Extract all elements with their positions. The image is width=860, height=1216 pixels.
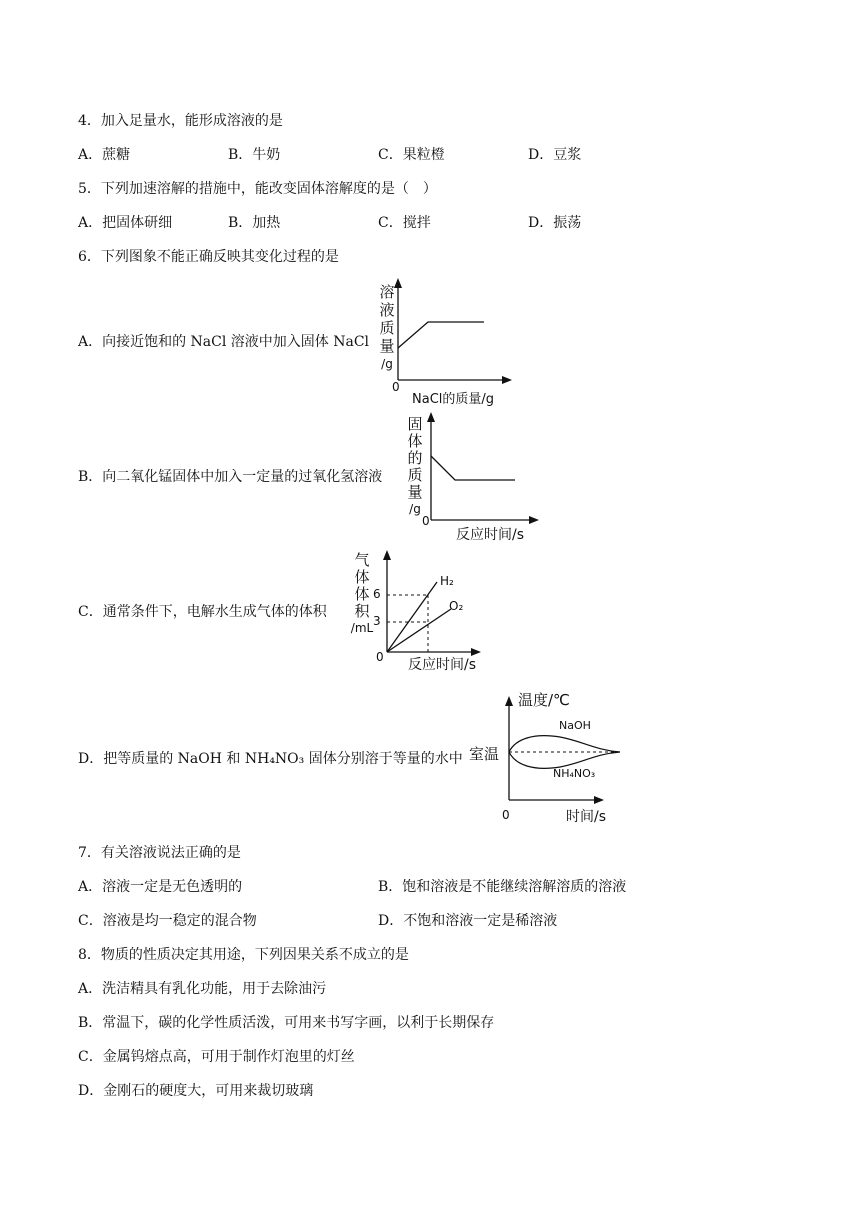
q4-option-b: B．牛奶 bbox=[228, 147, 281, 163]
graph-c-tick-3: 3 bbox=[373, 614, 381, 628]
question-5-stem: 5．下列加速溶解的措施中，能改变固体溶解度的是（ ） bbox=[78, 181, 437, 197]
q6-option-b: B．向二氧化锰固体中加入一定量的过氧化氢溶液 bbox=[78, 469, 383, 485]
graph-a-x-label: NaCl的质量/g bbox=[412, 392, 495, 407]
graph-b-y-char: /g bbox=[409, 502, 421, 516]
q7-option-d: D．不饱和溶液一定是稀溶液 bbox=[378, 913, 558, 929]
q5-option-d: D．振荡 bbox=[528, 215, 582, 231]
q6-option-c: C．通常条件下，电解水生成气体的体积 bbox=[78, 604, 327, 620]
graph-c-y-char: 体 bbox=[354, 568, 370, 586]
graph-b-origin: 0 bbox=[422, 514, 430, 528]
graph-b-y-char: 量 bbox=[407, 483, 423, 501]
graph-b-y-char: 固 bbox=[407, 415, 423, 433]
q8-option-b: B．常温下，碳的化学性质活泼，可用来书写字画，以利于长期保存 bbox=[78, 1015, 495, 1031]
q4-option-c: C．果粒橙 bbox=[378, 147, 445, 163]
question-6-stem: 6．下列图象不能正确反映其变化过程的是 bbox=[78, 249, 339, 265]
graph-d-room-temp-label: 室温 bbox=[469, 745, 500, 763]
q5-option-c: C．搅拌 bbox=[378, 215, 431, 231]
question-8-stem: 8．物质的性质决定其用途，下列因果关系不成立的是 bbox=[78, 947, 409, 963]
graph-b-y-char: 的 bbox=[407, 449, 423, 467]
q7-option-c: C．溶液是均一稳定的混合物 bbox=[78, 913, 257, 929]
graph-c-y-char: /mL bbox=[350, 621, 374, 635]
graph-d-naoh-label: NaOH bbox=[559, 719, 591, 732]
graph-c-y-char: 积 bbox=[354, 602, 370, 620]
graph-a-y-char: 质 bbox=[379, 319, 395, 337]
graph-d-naoh-curve bbox=[509, 736, 620, 752]
graph-a-origin: 0 bbox=[392, 380, 400, 394]
q8-option-d: D．金刚石的硬度大，可用来裁切玻璃 bbox=[78, 1083, 314, 1099]
graph-a-y-char: 量 bbox=[379, 337, 395, 355]
question-7-stem: 7．有关溶液说法正确的是 bbox=[78, 845, 241, 861]
graph-c-h2-label: H₂ bbox=[440, 574, 454, 588]
graph-c-y-char: 气 bbox=[354, 551, 370, 569]
graph-d-x-arrow bbox=[594, 796, 604, 804]
graph-d-y-arrow bbox=[505, 696, 513, 706]
graph-c-x-label: 反应时间/s bbox=[408, 657, 477, 673]
q6-option-a: A．向接近饱和的 NaCl 溶液中加入固体 NaCl bbox=[78, 334, 370, 350]
graph-b-y-char: 质 bbox=[407, 466, 423, 484]
graph-a-y-char: 溶 bbox=[379, 283, 395, 301]
graph-b-y-char: 体 bbox=[407, 432, 423, 450]
graph-c-origin: 0 bbox=[376, 650, 384, 664]
q8-option-a: A．洗洁精具有乳化功能，用于去除油污 bbox=[78, 981, 327, 997]
q7-option-a: A．溶液一定是无色透明的 bbox=[78, 879, 243, 895]
graph-d-origin: 0 bbox=[502, 808, 510, 822]
q6-option-d: D．把等质量的 NaOH 和 NH₄NO₃ 固体分别溶于等量的水中 bbox=[78, 751, 463, 767]
graph-c-tick-6: 6 bbox=[373, 587, 381, 601]
graph-a-y-char: 液 bbox=[379, 301, 395, 319]
q4-option-d: D．豆浆 bbox=[528, 147, 582, 163]
graph-b-x-label: 反应时间/s bbox=[456, 527, 525, 543]
q4-option-a: A．蔗糖 bbox=[78, 147, 131, 163]
graph-a-y-char: /g bbox=[381, 357, 393, 371]
graph-d-nh4no3-label: NH₄NO₃ bbox=[553, 767, 596, 780]
question-4-stem: 4．加入足量水，能形成溶液的是 bbox=[78, 113, 283, 129]
q8-option-c: C．金属钨熔点高，可用于制作灯泡里的灯丝 bbox=[78, 1049, 355, 1065]
q7-option-b: B．饱和溶液是不能继续溶解溶质的溶液 bbox=[378, 879, 627, 895]
q5-option-b: B．加热 bbox=[228, 215, 281, 231]
graph-d-y-label: 温度/℃ bbox=[518, 691, 570, 709]
graph-c-o2-label: O₂ bbox=[449, 599, 464, 613]
graph-d-x-label: 时间/s bbox=[566, 809, 607, 825]
graph-c-y-char: 体 bbox=[354, 585, 370, 603]
q5-option-a: A．把固体研细 bbox=[78, 215, 173, 231]
